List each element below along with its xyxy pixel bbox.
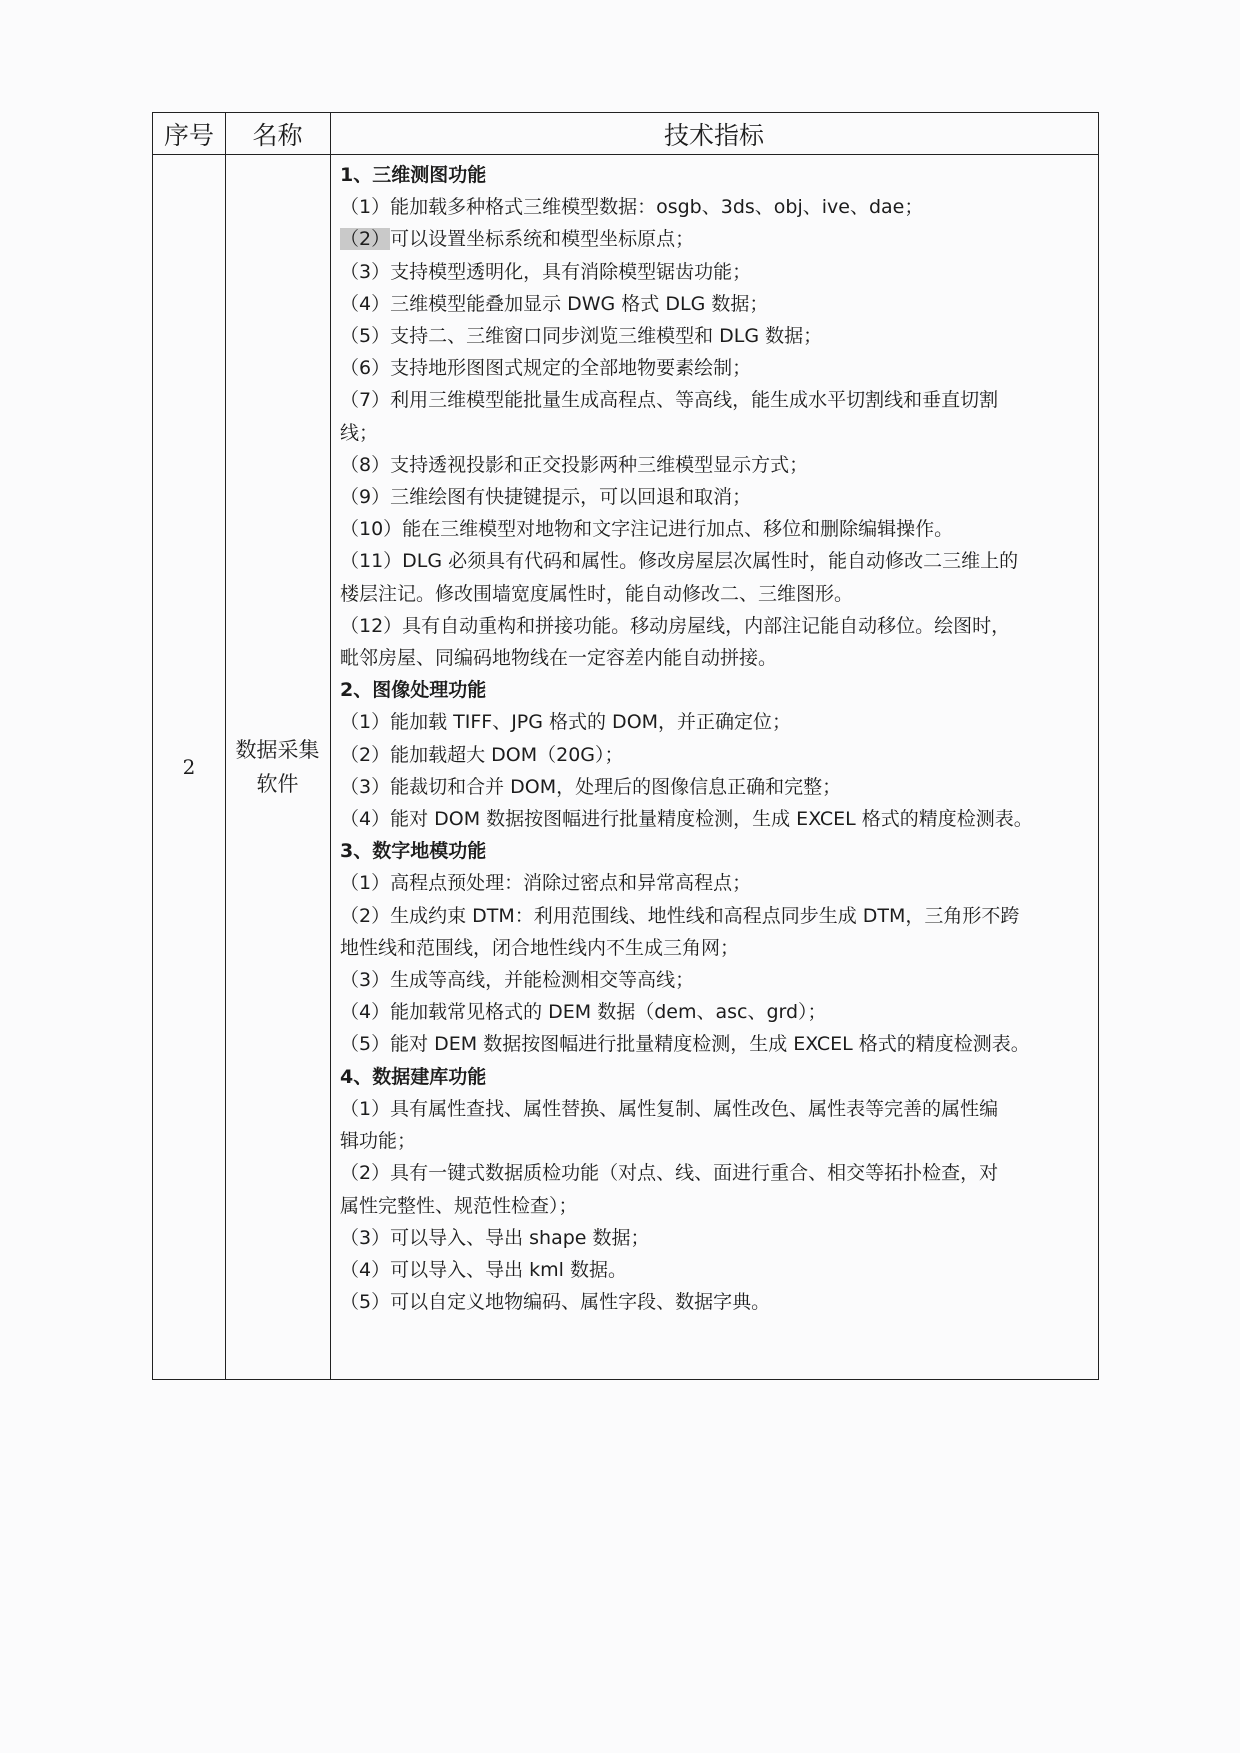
spec-content bbox=[340, 159, 1092, 1318]
section-heading: 1、三维测图功能 bbox=[340, 164, 487, 186]
spec-line: （3）能裁切和合并 DOM，处理后的图像信息正确和完整； bbox=[340, 775, 842, 798]
spec-line: （4）三维模型能叠加显示 DWG 格式 DLG 数据； bbox=[340, 292, 769, 315]
header-name: 名称 bbox=[252, 121, 303, 150]
spec-line: （7）利用三维模型能批量生成高程点、等高线，能生成水平切割线和垂直切割 bbox=[340, 389, 999, 412]
row-name-cell bbox=[225, 155, 330, 1379]
spec-line: （11）DLG 必须具有代码和属性。修改房屋层次属性时，能自动修改二三维上的 bbox=[340, 550, 1019, 573]
section-heading: 2、图像处理功能 bbox=[340, 679, 487, 702]
section-heading: 4、数据建库功能 bbox=[340, 1065, 487, 1088]
spec-line: 属性完整性、规范性检查）； bbox=[340, 1194, 578, 1217]
spec-line: （10）能在三维模型对地物和文字注记进行加点、移位和删除编辑操作。 bbox=[340, 518, 954, 541]
spec-line: （2）具有一键式数据质检功能（对点、线、面进行重合、相交等拓扑检查，对 bbox=[340, 1162, 999, 1185]
spec-line: （5）能对 DEM 数据按图幅进行批量精度检测，生成 EXCEL 格式的精度检测表。 bbox=[340, 1033, 1030, 1056]
spec-line: （2）可以设置坐标系统和模型坐标原点； bbox=[340, 228, 695, 251]
spec-line: （9）三维绘图有快捷键提示，可以回退和取消； bbox=[340, 486, 752, 509]
spec-line: （12）具有自动重构和拼接功能。移动房屋线，内部注记能自动移位。绘图时， bbox=[340, 614, 1011, 637]
spec-line: （1）高程点预处理：消除过密点和异常高程点； bbox=[340, 872, 752, 895]
spec-line: （2）能加载超大 DOM（20G）； bbox=[340, 743, 624, 766]
section-heading: 3、数字地模功能 bbox=[340, 840, 487, 863]
spec-line: （1）能加载 TIFF、JPG 格式的 DOM，并正确定位； bbox=[340, 711, 792, 734]
spec-line: 楼层注记。修改围墙宽度属性时，能自动修改二、三维图形。 bbox=[340, 582, 854, 605]
spec-line: （2）生成约束 DTM：利用范围线、地性线和高程点同步生成 DTM，三角形不跨 bbox=[340, 904, 1020, 927]
spec-line: （4）可以导入、导出 kml 数据。 bbox=[340, 1258, 627, 1281]
spec-line: （1）能加载多种格式三维模型数据：osgb、3ds、obj、ive、dae； bbox=[340, 196, 924, 219]
spec-line: （6）支持地形图图式规定的全部地物要素绘制； bbox=[340, 357, 752, 380]
row-name-text: 数据采集软件 bbox=[235, 738, 320, 796]
spec-line: （3）支持模型透明化，具有消除模型锯齿功能； bbox=[340, 260, 752, 283]
spec-line: （4）能加载常见格式的 DEM 数据（dem、asc、grd）； bbox=[340, 1001, 827, 1024]
spec-line: 辑功能； bbox=[340, 1130, 417, 1153]
column-divider bbox=[330, 113, 331, 1379]
spec-line: （1）具有属性查找、属性替换、属性复制、属性改色、属性表等完善的属性编 bbox=[340, 1097, 999, 1120]
spec-table bbox=[152, 112, 1099, 1380]
row-seq-cell: 2 bbox=[182, 755, 196, 779]
header-seq: 序号 bbox=[163, 121, 214, 150]
spec-line: （5）支持二、三维窗口同步浏览三维模型和 DLG 数据； bbox=[340, 325, 823, 348]
spec-line: （5）可以自定义地物编码、属性字段、数据字典。 bbox=[340, 1291, 771, 1314]
spec-line: （3）生成等高线，并能检测相交等高线； bbox=[340, 969, 695, 992]
spec-line: 地性线和范围线，闭合地性线内不生成三角网； bbox=[340, 936, 740, 959]
spec-line: （3）可以导入、导出 shape 数据； bbox=[340, 1226, 650, 1249]
spec-line: （4）能对 DOM 数据按图幅进行批量精度检测，生成 EXCEL 格式的精度检测表。 bbox=[340, 808, 1033, 831]
spec-line: 毗邻房屋、同编码地物线在一定容差内能自动拼接。 bbox=[340, 647, 778, 670]
highlight-mark: （2） bbox=[340, 228, 391, 251]
header-spec: 技术指标 bbox=[663, 121, 764, 150]
spec-line: 线； bbox=[340, 421, 379, 444]
spec-line: （8）支持透视投影和正交投影两种三维模型显示方式； bbox=[340, 453, 809, 476]
